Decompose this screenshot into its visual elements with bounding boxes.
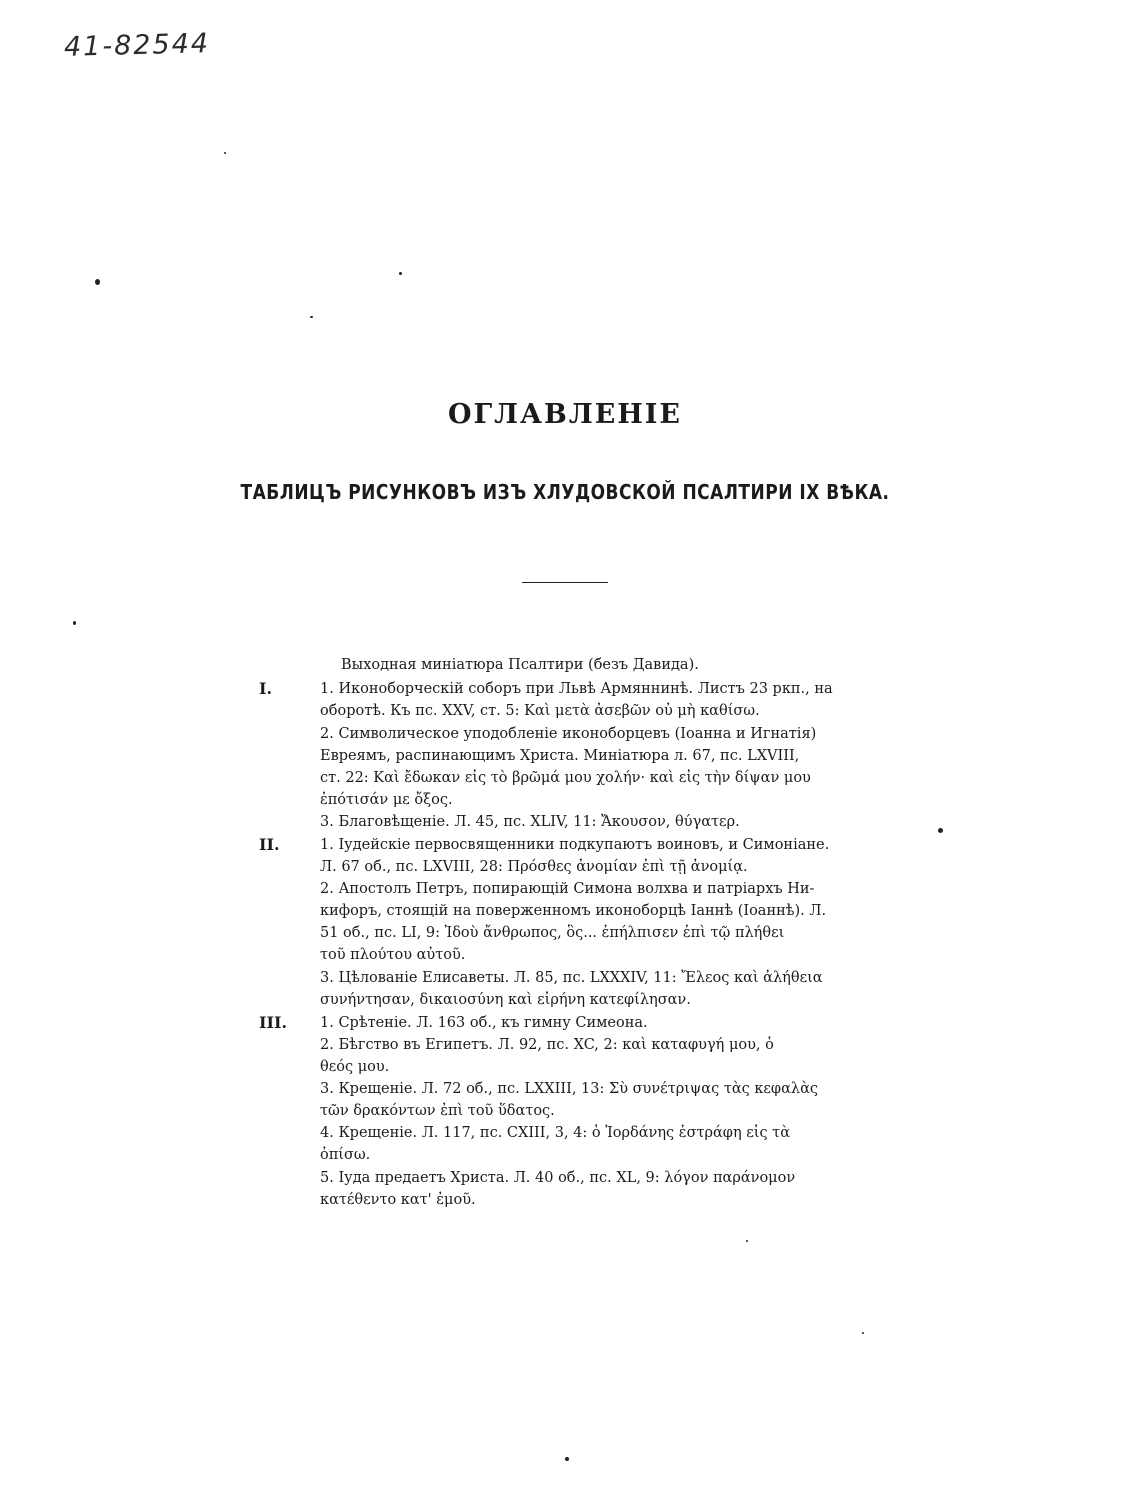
toc-line: τοῦ πλούτου αὐτοῦ. <box>320 947 466 963</box>
toc-line: κατέθεντο κατ' ἐμοῦ. <box>320 1192 476 1208</box>
toc-line: 5. Іуда предаетъ Христа. Л. 40 об., пс. XL, 9: λόγον παράνομον <box>320 1170 796 1186</box>
scan-speck <box>224 152 226 154</box>
page-subtitle: ТАБЛИЦЪ РИСУНКОВЪ ИЗЪ ХЛУДОВСКОЙ ПСАЛТИРИ IX ВѢКА. <box>240 481 890 505</box>
toc-line: 2. Апостолъ Петръ, попирающій Симона волхва и патріархъ Ни- <box>320 881 815 897</box>
toc-line: 2. Символическое уподобленіе иконоборцевъ (Іоанна и Игнатія) <box>320 726 817 742</box>
handwritten-catalog-number: 41-82544 <box>63 28 211 63</box>
scan-speck <box>862 1332 864 1334</box>
toc-line: 3. Цѣлованіе Елисаветы. Л. 85, пс. LXXXIV, 11: Ἔλεος καὶ ἀλήθεια <box>320 970 823 986</box>
page-title: ОГЛАВЛЕНІЕ <box>447 399 683 430</box>
section-numeral-3: III. <box>259 1013 288 1032</box>
toc-line: 1. Іудейскіе первосвященники подкупаютъ воиновъ, и Симоніане. <box>320 837 830 853</box>
toc-line: оборотѣ. Къ пс. XXV, ст. 5: Καὶ μετὰ ἀσεβῶν οὐ μὴ καθίσω. <box>320 703 760 719</box>
title-divider <box>522 582 608 583</box>
toc-line: 51 об., пс. LI, 9: Ἰδοὺ ἄνθρωπος, ὃς... ἐπήλπισεν ἐπὶ τῷ πλήθει <box>320 925 785 941</box>
scan-speck <box>399 272 402 275</box>
scan-speck <box>746 1240 748 1242</box>
toc-line: кифоръ, стоящій на поверженномъ иконоборцѣ Іаннѣ (Іоаннѣ). Л. <box>320 903 827 919</box>
toc-line: ἐπότισάν με ὄξος. <box>320 792 453 808</box>
toc-line: ст. 22: Καὶ ἔδωκαν εἰς τὸ βρῶμά μου χολήν· καὶ εἰς τὴν δίψαν μου <box>320 770 811 786</box>
toc-line: τῶν δρακόντων ἐπὶ τοῦ ὕδατος. <box>320 1103 555 1119</box>
scan-speck <box>565 1457 569 1461</box>
section-numeral-2: II. <box>259 835 280 854</box>
toc-line: 2. Бѣгство въ Египетъ. Л. 92, пс. XC, 2: καὶ καταφυγή μου, ὁ <box>320 1037 774 1053</box>
toc-intro: Выходная миніатюра Псалтири (безъ Давида). <box>341 657 699 673</box>
toc-line: 3. Крещеніе. Л. 72 об., пс. LXXIII, 13: Σὺ συνέτριψας τὰς κεφαλὰς <box>320 1081 818 1097</box>
toc-line: ὀπίσω. <box>320 1147 371 1163</box>
section-numeral-1: I. <box>259 679 273 698</box>
scan-speck <box>95 279 100 285</box>
toc-line: θεός μου. <box>320 1059 390 1075</box>
toc-line: 1. Срѣтеніе. Л. 163 об., къ гимну Симеона. <box>320 1015 648 1031</box>
scan-speck <box>310 316 313 318</box>
scan-speck <box>73 621 76 625</box>
toc-line: 4. Крещеніе. Л. 117, пс. CXIII, 3, 4: ὁ Ἰορδάνης ἐστράφη εἰς τὰ <box>320 1125 790 1141</box>
toc-line: 1. Иконоборческій соборъ при Львѣ Армяннинѣ. Листъ 23 ркп., на <box>320 681 833 697</box>
toc-line: Л. 67 об., пс. LXVIII, 28: Πρόσθες ἀνομίαν ἐπὶ τῇ ἀνομίᾳ. <box>320 859 748 875</box>
toc-line: συνήντησαν, δικαιοσύνη καὶ εἰρήνη κατεφίλησαν. <box>320 992 691 1008</box>
toc-line: Евреямъ, распинающимъ Христа. Миніатюра л. 67, пс. LXVIII, <box>320 748 800 764</box>
scan-speck <box>938 828 943 833</box>
toc-line: 3. Благовѣщеніе. Л. 45, пс. XLIV, 11: Ἄκουσον, θύγατερ. <box>320 814 740 830</box>
